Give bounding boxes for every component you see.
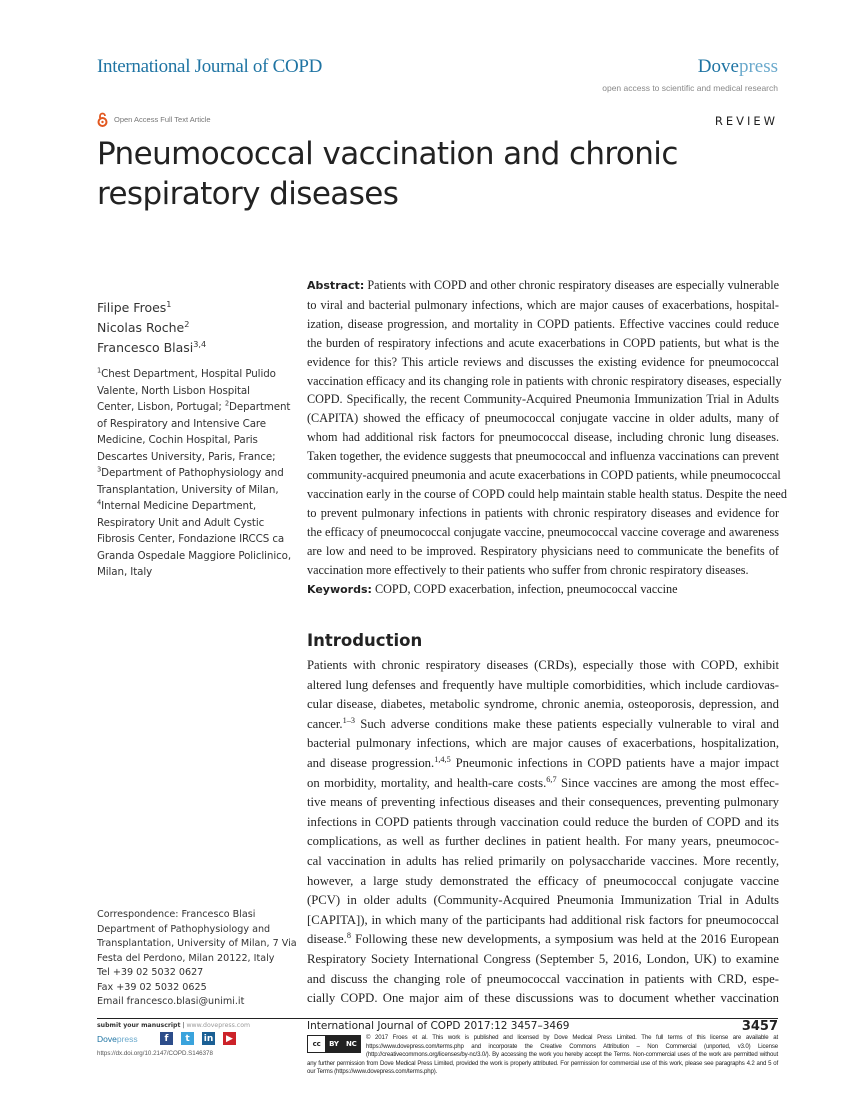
author bbox=[97, 338, 206, 358]
text-run: [CAPITA]), in which many of the participants had additional risk factors for pneumococcal bbox=[307, 912, 779, 927]
text-run: the efficacy of pneumococcal conjugate vaccine, pneumococcal vaccine coverage and awareness bbox=[307, 524, 779, 539]
abstract-line bbox=[307, 523, 779, 542]
text-line bbox=[97, 366, 297, 383]
text-line bbox=[307, 793, 779, 813]
text-run: bacterial pulmonary infections, which are major causes of exacerbations, hospitalization, bbox=[307, 736, 779, 751]
text-run: evidence for this? This article reviews and discusses the existing evidence for pneumococcal bbox=[307, 354, 779, 369]
text-run: (PCV) in older adults (Community-Acquired Pneumonia Immunization Trial in Adults bbox=[307, 893, 779, 908]
abstract-line bbox=[307, 334, 779, 353]
brand-dove: Dove bbox=[97, 1034, 117, 1044]
text-run: Respiratory Society International Congress (September 5, 2016, London, UK) to examine bbox=[307, 951, 779, 966]
text-run: to prevent pulmonary infections in patients with chronic respiratory diseases and evidence for bbox=[307, 505, 779, 520]
text-run: Department of Pathophysiology and bbox=[101, 467, 284, 479]
text-line bbox=[97, 399, 297, 416]
section-heading-introduction: Introduction bbox=[307, 631, 423, 650]
text-run: Chest Department, Hospital Pulido bbox=[101, 368, 276, 380]
author-sup: 1 bbox=[166, 298, 172, 309]
text-line bbox=[307, 656, 779, 676]
text-run: the burden of respiratory infections and acute exacerbations in COPD patients, but what is the bbox=[307, 335, 779, 350]
introduction-body bbox=[307, 656, 779, 1009]
correspondence bbox=[97, 908, 302, 1010]
text-run: cially COPD. One major aim of these discussions was to document whether vaccination bbox=[307, 991, 779, 1006]
publisher-logo[interactable] bbox=[698, 56, 778, 78]
text-line bbox=[307, 754, 779, 774]
cc-icon: cc bbox=[312, 1039, 321, 1048]
text-run: tive means of preventing infectious diseases and their consequences, preventing pulmonary bbox=[307, 795, 779, 810]
keywords-label: Keywords: bbox=[307, 582, 372, 596]
text-run: Internal Medicine Department, bbox=[101, 500, 257, 512]
text-line bbox=[97, 383, 297, 400]
text-run: whom had additional risk factors for pneumococcal disease, including chronic lung diseases. bbox=[307, 430, 779, 445]
text-run: and discuss the changing role of pneumococcal vaccination in patients with CRD, espe- bbox=[307, 971, 779, 986]
text-run: disease. bbox=[307, 932, 347, 947]
text-run: infections in COPD patients through vaccination could reduce the burden of COPD and its bbox=[307, 814, 779, 829]
text-line bbox=[307, 930, 779, 950]
brand-dove: Dove bbox=[697, 56, 739, 77]
text-line bbox=[307, 970, 779, 990]
doi-link[interactable]: https://dx.doi.org/10.2147/COPD.S146378 bbox=[97, 1050, 213, 1057]
abstract-line bbox=[307, 390, 779, 409]
text-line bbox=[307, 774, 779, 794]
text-run: Following these new developments, a symposium was held at the 2016 European bbox=[350, 932, 779, 947]
keywords bbox=[307, 580, 779, 600]
text-run: complications, as well as further declines in patient health. For many years, pneumococ- bbox=[307, 834, 779, 849]
brand-press: press bbox=[116, 1034, 138, 1044]
text-line bbox=[307, 891, 779, 911]
page-number: 3457 bbox=[741, 1019, 778, 1034]
text-run: Pneumonic infections in COPD patients have a major impact bbox=[450, 755, 779, 770]
citation-superscript: 4 bbox=[97, 498, 102, 507]
text-line bbox=[307, 695, 779, 715]
affiliations bbox=[97, 366, 297, 581]
text-run: and disease progression. bbox=[307, 755, 435, 770]
text-line bbox=[97, 416, 297, 433]
text-line bbox=[97, 548, 297, 565]
author-list bbox=[97, 298, 206, 358]
abstract-line bbox=[307, 353, 779, 372]
abstract-line bbox=[307, 542, 779, 561]
text-run: Milan, Italy bbox=[97, 566, 153, 578]
author bbox=[97, 298, 206, 318]
submit-url[interactable]: www.dovepress.com bbox=[186, 1022, 251, 1029]
text-run: vaccination efficacy and its changing role in patients with chronic respiratory diseases, especially bbox=[307, 373, 782, 388]
text-run: cancer. bbox=[307, 716, 343, 731]
cc-by-icon: BY bbox=[325, 1036, 342, 1052]
text-run: Department bbox=[229, 401, 291, 413]
cc-license-badge[interactable] bbox=[307, 1035, 361, 1053]
citation-superscript: 1,4,5 bbox=[434, 754, 451, 764]
text-run: Descartes University, Paris, France; bbox=[97, 450, 276, 463]
open-access-label bbox=[97, 112, 211, 127]
author-sup: 3,4 bbox=[193, 338, 207, 349]
text-run: cal vaccination in adults has relied primarily on polysaccharide vaccines. More recently, bbox=[307, 853, 779, 868]
license-text bbox=[307, 1034, 778, 1077]
citation-superscript: 2 bbox=[224, 399, 230, 408]
abstract-line bbox=[307, 315, 779, 334]
abstract-line bbox=[307, 466, 779, 485]
abstract-label: Abstract: bbox=[307, 279, 365, 292]
license-body: © 2017 Froes et al. This work is published and licensed by Dove Medical Press Limited. The full terms of this license are available at https://www.dovepress.com/terms.php and incorporate the Creative Commons Attribution – Non Commercial (unported, v3.0) License (http://creativecommons.org/licenses/by-nc/3.0/). By accessing the work you hereby accept the Terms. Non-commercial uses of the work are permitted without any further permission from Dove Medical Press Limited, provided the work is properly attributed. For permission for commercial use of this work, please see paragraphs 4.2 and 5 of our Terms (https://www.dovepress.com/terms.php). bbox=[307, 1034, 778, 1076]
article-type: REVIEW bbox=[714, 114, 778, 128]
citation-superscript: 1 bbox=[97, 366, 102, 375]
abstract-line bbox=[307, 447, 779, 466]
text-run: Center, Lisbon, Portugal; bbox=[97, 401, 225, 413]
text-run: Respiratory Unit and Adult Cystic bbox=[97, 516, 265, 529]
text-line bbox=[97, 515, 297, 532]
text-run: of Respiratory and Intensive Care bbox=[97, 417, 267, 430]
citation-superscript: 1–3 bbox=[342, 715, 355, 725]
correspondence-line: Fax +39 02 5032 0625 bbox=[97, 981, 207, 993]
text-line bbox=[307, 676, 779, 696]
submit-manuscript[interactable]: submit your manuscript | www.dovepress.com bbox=[97, 1022, 251, 1029]
correspondence-line: Transplantation, University of Milan, 7 Via bbox=[97, 938, 297, 949]
abstract bbox=[307, 276, 787, 599]
text-run: Transplantation, University of Milan, bbox=[97, 483, 279, 496]
text-run: Valente, North Lisbon Hospital bbox=[97, 384, 250, 397]
correspondence-line: Correspondence: Francesco Blasi bbox=[97, 909, 256, 920]
author-name: Francesco Blasi bbox=[97, 340, 194, 355]
text-run: Such adverse conditions make these patients especially vulnerable to viral and bbox=[354, 716, 779, 731]
author-name: Nicolas Roche bbox=[97, 320, 185, 335]
text-run: on morbidity, mortality, and health-care costs. bbox=[307, 775, 547, 790]
text-line bbox=[97, 564, 297, 581]
text-run: Since vaccines are among the most effec- bbox=[556, 775, 779, 790]
text-run: Fibrosis Center, Fondazione IRCCS ca bbox=[97, 533, 285, 545]
publisher-tagline: open access to scientific and medical research bbox=[602, 83, 778, 93]
text-run: Medicine, Cochin Hospital, Paris bbox=[97, 434, 258, 446]
author bbox=[97, 318, 206, 338]
text-run: Granda Ospedale Maggiore Policlinico, bbox=[97, 549, 292, 562]
text-line bbox=[307, 911, 779, 931]
text-line bbox=[307, 872, 779, 892]
text-run: COPD. Specifically, the recent Community-Acquired Pneumonia Immunization Trial in Adults bbox=[307, 392, 779, 407]
text-run: cular disease, diabetes, metabolic syndrome, chronic anemia, osteoporosis, depression, and bbox=[307, 697, 779, 712]
citation-superscript: 3 bbox=[97, 465, 102, 474]
keywords-list: COPD, COPD exacerbation, infection, pneumococcal vaccine bbox=[371, 581, 678, 596]
author-sup: 2 bbox=[184, 318, 190, 329]
facebook-icon[interactable]: f bbox=[160, 1032, 173, 1045]
abstract-line bbox=[307, 485, 787, 504]
text-line bbox=[97, 498, 297, 515]
twitter-icon[interactable]: t bbox=[181, 1032, 194, 1045]
text-line bbox=[97, 465, 297, 482]
cc-nc-icon: NC bbox=[343, 1036, 360, 1052]
article-title: Pneumococcal vaccination and chronic respiratory diseases bbox=[97, 136, 678, 212]
text-run: Patients with COPD and other chronic respiratory diseases are especially vulnerable bbox=[364, 278, 779, 292]
correspondence-line: Email francesco.blasi@unimi.it bbox=[97, 996, 245, 1007]
text-run: to viral and bacterial pulmonary infections, which are major causes of exacerbations, hospital- bbox=[307, 297, 779, 312]
text-line bbox=[97, 531, 297, 548]
correspondence-line: Tel +39 02 5032 0627 bbox=[97, 967, 204, 978]
text-run: however, a large study demonstrated the efficacy of pneumococcal conjugate vaccine bbox=[307, 873, 779, 888]
text-line bbox=[307, 989, 779, 1009]
text-run: are low and need to be improved. Respiratory physicians need to communicate the benefits of bbox=[307, 543, 779, 558]
text-line bbox=[307, 813, 779, 833]
text-run: ization, disease progression, and mortality in COPD patients. Effective vaccines could reduce bbox=[307, 316, 779, 331]
text-run: Taken together, the evidence suggests that pneumococcal and influenza vaccinations can prevent bbox=[307, 449, 779, 464]
social-links bbox=[160, 1032, 236, 1045]
correspondence-line: Festa del Perdono, Milan 20122, Italy bbox=[97, 952, 275, 964]
footer-publisher-logo[interactable] bbox=[97, 1034, 138, 1044]
abstract-line bbox=[307, 409, 779, 428]
abstract-line bbox=[307, 276, 779, 296]
linkedin-icon[interactable]: in bbox=[203, 1033, 214, 1044]
text-run: vaccination more effectively to their patients who suffer from chronic respiratory diseases. bbox=[307, 562, 749, 577]
abstract-line bbox=[307, 561, 779, 580]
text-run: Patients with chronic respiratory diseases (CRDs), especially those with COPD, exhibit bbox=[307, 658, 779, 672]
submit-label: submit your manuscript bbox=[97, 1022, 181, 1029]
journal-name: International Journal of COPD bbox=[97, 56, 323, 77]
author-name: Filipe Froes bbox=[97, 300, 167, 315]
footer-divider bbox=[97, 1018, 778, 1019]
abstract-line bbox=[307, 372, 782, 391]
text-line bbox=[97, 449, 297, 466]
text-line bbox=[307, 734, 779, 754]
brand-press: press bbox=[738, 56, 778, 77]
text-run: altered lung defenses and frequently have multiple comorbidities, which include cardiovas- bbox=[307, 677, 779, 692]
text-line bbox=[307, 832, 779, 852]
text-run: vaccination early in the course of COPD could help maintain stable health status. Despite the need bbox=[307, 486, 787, 501]
text-run: (CAPITA) showed the efficacy of pneumococcal conjugate vaccine in older adults, many of bbox=[307, 411, 779, 426]
text-line bbox=[307, 852, 779, 872]
journal-citation: International Journal of COPD 2017:12 3457–3469 bbox=[307, 1020, 570, 1032]
citation-superscript: 8 bbox=[346, 931, 351, 941]
text-line bbox=[307, 715, 779, 735]
text-line bbox=[97, 432, 297, 449]
abstract-line bbox=[307, 296, 779, 315]
abstract-line bbox=[307, 428, 779, 447]
text-run: community-acquired pneumonia and acute exacerbations in COPD patients, while pneumococcal bbox=[307, 468, 781, 483]
abstract-line bbox=[307, 504, 779, 523]
youtube-icon[interactable]: ▶ bbox=[223, 1032, 236, 1045]
text-line bbox=[307, 950, 779, 970]
open-access-icon bbox=[97, 112, 108, 127]
open-access-text: Open Access Full Text Article bbox=[114, 115, 211, 124]
citation-superscript: 6,7 bbox=[546, 774, 557, 784]
correspondence-line: Department of Pathophysiology and bbox=[97, 923, 271, 935]
text-line bbox=[97, 482, 297, 499]
